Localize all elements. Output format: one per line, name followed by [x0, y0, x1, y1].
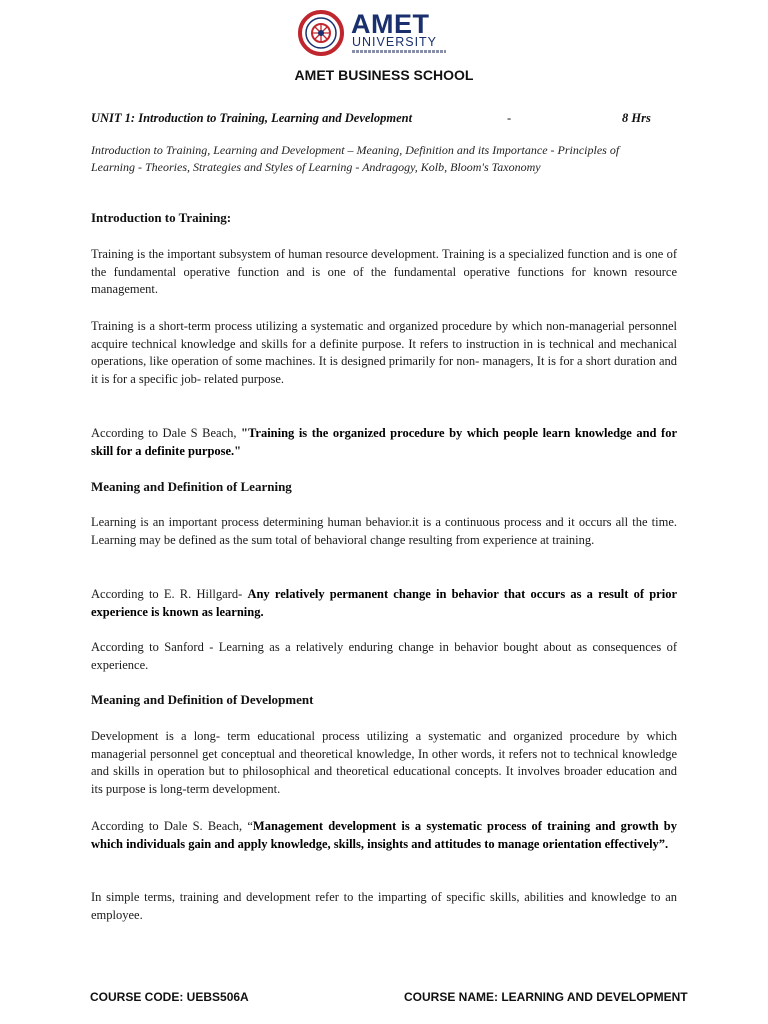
- unit-header: [91, 111, 681, 127]
- unit-hours: 8 Hrs: [622, 111, 651, 125]
- intro-paragraph-2: Training is a short-term process utilizing a systematic and organized procedure by which non-managerial personnel acquire technical knowledge and skills for a definite purpose. It refers to instruction in is technical and mechanical operations, like operation of some machines. It is designed primarily for non- managers, It is for a short duration and it is for a specific job- related purpose.: [91, 319, 677, 386]
- simple-terms-paragraph: In simple terms, training and development refer to the imparting of specific skills, abilities and knowledge to an employee.: [91, 890, 677, 922]
- syllabus-summary: Introduction to Training, Learning and Development – Meaning, Definition and its Importance - Principles of Learning - Theories, Strategies and Styles of Learning - Andragogy, Kolb, Bloom's Taxonomy: [91, 143, 620, 174]
- beach-prefix: According to Dale S Beach,: [91, 426, 242, 440]
- unit-separator: -: [507, 111, 512, 125]
- beach-quote: "Training is the organized procedure by which people learn knowledge and for skill for a definite purpose.": [91, 426, 677, 458]
- school-title: AMET BUSINESS SCHOOL: [294, 67, 474, 83]
- logo-wordmark: AMET: [351, 9, 430, 39]
- logo-tagline-mark: [352, 50, 446, 53]
- sanford-definition: According to Sanford - Learning as a relatively enduring change in behavior bought about as consequences of experience.: [91, 640, 677, 672]
- beach-development-definition: [91, 818, 677, 853]
- beach2-prefix: According to Dale S. Beach, “: [91, 819, 253, 833]
- learning-paragraph: Learning is an important process determining human behavior.it is a continuous process and it occurs all the time. Learning may be defined as the sum total of behavioral change resulting from experience at training.: [91, 515, 677, 547]
- development-paragraph: Development is a long- term educational process utilizing a systematic and organized procedure by which managerial personnel get conceptual and theoretical knowledge, In other words, it refers not to technical knowledge and skills in operation but to philosophical and theoretical educational concepts. It involves broader education and its purpose is long-term development.: [91, 729, 677, 796]
- hillgard-definition: [91, 586, 677, 621]
- footer-course-name: COURSE NAME: LEARNING AND DEVELOPMENT: [404, 990, 688, 1004]
- hillgard-quote: Any relatively permanent change in behavior that occurs as a result of prior experience is known as learning.: [91, 587, 677, 619]
- university-logo: [296, 10, 456, 58]
- intro-paragraph-1: Training is the important subsystem of human resource development. Training is a specialized function and is one of the fundamental operative function and is one of the fundamental operative functions for known resource management.: [91, 247, 677, 296]
- intro-heading: Introduction to Training:: [91, 210, 232, 225]
- beach2-quote: Management development is a systematic process of training and growth by which individuals gain and apply knowledge, skills, insights and attitudes to manage orientation effectively”.: [91, 819, 678, 851]
- logo-subtitle: UNIVERSITY: [352, 35, 438, 49]
- hillgard-prefix: According to E. R. Hillgard-: [91, 587, 248, 601]
- learning-heading: Meaning and Definition of Learning: [91, 479, 292, 494]
- footer-course-code: COURSE CODE: UEBS506A: [90, 990, 249, 1004]
- unit-title: UNIT 1: Introduction to Training, Learning and Development: [91, 111, 413, 125]
- development-heading: Meaning and Definition of Development: [91, 692, 314, 707]
- university-seal-icon: [298, 10, 344, 56]
- beach-definition: [91, 425, 677, 460]
